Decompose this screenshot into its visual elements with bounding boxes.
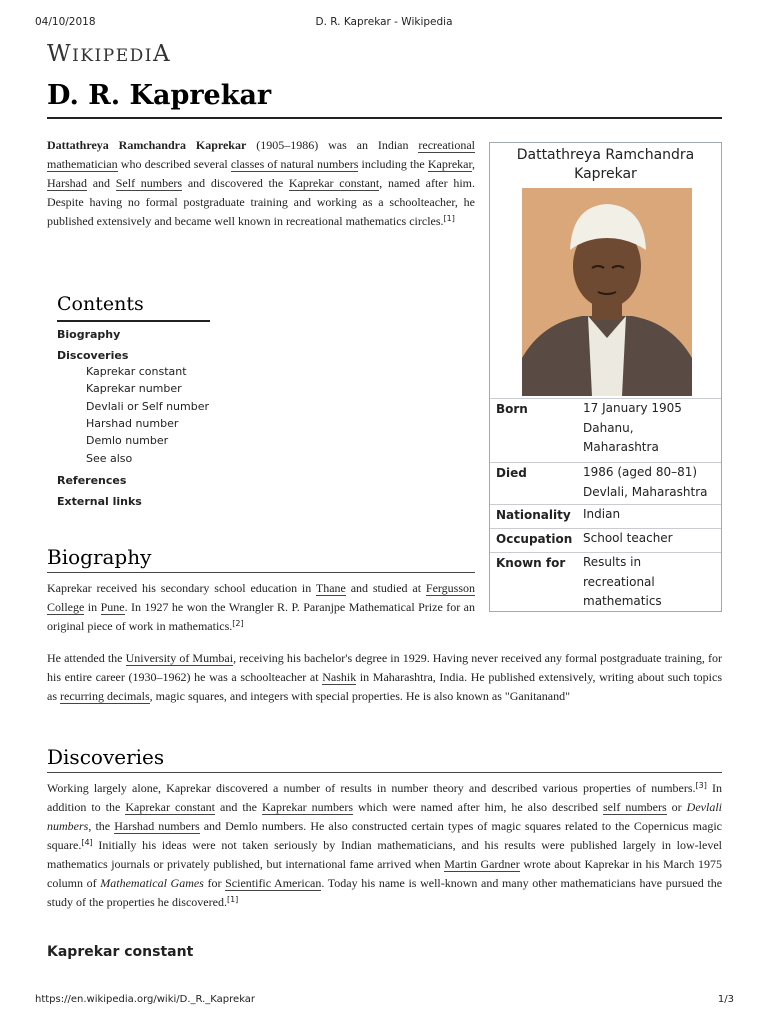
toc-item-kaprekar-number[interactable]: Kaprekar number [86, 382, 182, 395]
link-fergusson-college[interactable]: Fergusson College [47, 581, 476, 614]
link-kaprekar[interactable]: Kaprekar [427, 157, 473, 171]
infobox-title: Dattathreya Ramchandra Kaprekar [516, 147, 695, 182]
heading-discoveries: Discoveries [47, 745, 165, 769]
infobox [489, 142, 722, 612]
link-recurring-decimals[interactable]: recurring decimals [60, 689, 150, 703]
link-kaprekar-constant[interactable]: Kaprekar constant [288, 176, 380, 190]
infobox-value-line: mathematics [583, 594, 662, 608]
infobox-value-line: Devlali, Maharashtra [583, 484, 708, 499]
link-recreational-mathematician[interactable]: recreational mathematician [47, 138, 475, 171]
link-kaprekar-constant-2[interactable]: Kaprekar constant [125, 800, 215, 814]
toc-item-devlali-or-self-number[interactable]: Devlali or Self number [86, 400, 210, 413]
print-url: https://en.wikipedia.org/wiki/D._R._Kaprekar [35, 994, 256, 1005]
toc-item-references[interactable]: References [57, 474, 127, 487]
discoveries-paragraph: Working largely alone, Kaprekar discovered a number of results in number theory and described various properties of numbers.[3] In addition to the Kaprekar constant and the Kaprekar numbers which were named after him, he also described self numbers or Devlali numbers, the Harshad numbers and Demlo numbers. He also constructed certain types of magic squares related to the Copernicus magic square.[4] Initially his ideas were not taken seriously by Indian mathematicians, and his results were published largely in low-level mathematics journals or privately published, but international fame arrived when Martin Gardner wrote about Kaprekar in his March 1975 column of Mathematical Games for Scientific American. Today his name is well-known and many other mathematicians have pursued the study of the properties he discovered.[1] [47, 781, 723, 909]
title-divider [47, 117, 722, 119]
toc-item-see-also[interactable]: See also [86, 452, 133, 465]
biography-paragraph-1: Kaprekar received his secondary school education in Thane and studied at Fergusson College in Pune. In 1927 he won the Wrangler R. P. Paranjpe Mathematical Prize for an original piece of work in mathematics.[2] [47, 581, 476, 633]
toc-item-demlo-number[interactable]: Demlo number [86, 434, 169, 447]
reference-2[interactable]: [2] [232, 619, 244, 628]
intro-paragraph: Dattathreya Ramchandra Kaprekar (1905–1986) was an Indian recreational mathematician who described several classes of natural numbers including the Kaprekar, Harshad and Self numbers and discovered the Kaprekar constant, named after him. Despite having no formal postgraduate training and working as a schoolteacher, he published extensively and became well known in recreational mathematics circles.[1] [47, 138, 476, 228]
link-classes-of-natural-numbers[interactable]: classes of natural numbers [230, 157, 359, 171]
infobox-value-line: Dahanu, [583, 420, 634, 435]
infobox-value-line: 17 January 1905 [583, 401, 682, 415]
print-date: 04/10/2018 [35, 16, 96, 28]
reference-1-b[interactable]: [1] [226, 895, 239, 904]
biography-paragraph-2: He attended the University of Mumbai, receiving his bachelor's degree in 1929. Having never received any formal postgraduate training, for his entire career (1930–1962) he was a schoolteacher at Nashik in Maharashtra, India. He published extensively, writing about such topics as recurring decimals, magic squares, and integers with special properties. He is also known as "Ganitanand" [47, 651, 722, 703]
link-harshad[interactable]: Harshad [47, 176, 87, 190]
infobox-value-line: 1986 (aged 80–81) [583, 465, 698, 479]
infobox-label: Known for [496, 556, 566, 570]
biography-divider [47, 572, 475, 573]
reference-4[interactable]: [4] [81, 838, 93, 847]
portrait-drawing [522, 188, 692, 396]
toc-item-kaprekar-constant[interactable]: Kaprekar constant [86, 365, 187, 378]
link-pune[interactable]: Pune [100, 600, 125, 614]
infobox-row-nationality [490, 504, 721, 528]
toc-item-harshad-number[interactable]: Harshad number [86, 417, 179, 430]
toc-title: Contents [57, 293, 144, 315]
print-footer [0, 994, 768, 1008]
reference-1[interactable]: [1] [443, 214, 455, 223]
infobox-value [583, 463, 708, 502]
wikipedia-logo[interactable]: WIKIPEDIA [47, 41, 172, 67]
toc-item-discoveries[interactable]: Discoveries [57, 349, 129, 362]
infobox-value-line: School teacher [583, 531, 673, 545]
link-self-numbers-2[interactable]: self numbers [602, 800, 667, 814]
heading-biography: Biography [47, 545, 152, 569]
infobox-value [583, 399, 682, 458]
link-kaprekar-numbers[interactable]: Kaprekar numbers [262, 800, 353, 814]
infobox-value-line: Results in [583, 555, 642, 569]
portrait-image[interactable] [522, 188, 692, 396]
print-page-title: D. R. Kaprekar - Wikipedia [315, 16, 453, 28]
infobox-value-line: recreational [583, 574, 655, 589]
infobox-row-died [490, 462, 721, 504]
link-thane[interactable]: Thane [315, 581, 346, 595]
link-nashik[interactable]: Nashik [322, 670, 357, 684]
toc-item-biography[interactable]: Biography [57, 328, 121, 341]
infobox-label: Died [496, 466, 527, 480]
infobox-row-occupation [490, 528, 721, 552]
infobox-label: Nationality [496, 508, 571, 522]
link-university-of-mumbai[interactable]: University of Mumbai [125, 651, 234, 665]
link-scientific-american[interactable]: Scientific American [225, 876, 322, 890]
toc-divider [57, 320, 210, 322]
infobox-value [583, 505, 620, 525]
print-page-number: 1/3 [717, 994, 734, 1005]
infobox-row-born [490, 398, 721, 462]
discoveries-divider [47, 772, 722, 773]
infobox-value-line: Indian [583, 507, 621, 521]
heading-kaprekar-constant: Kaprekar constant [47, 944, 194, 960]
infobox-value [583, 553, 662, 612]
infobox-row-known-for [490, 552, 721, 612]
infobox-label: Born [496, 402, 528, 416]
infobox-value [583, 529, 673, 549]
link-harshad-numbers[interactable]: Harshad numbers [114, 819, 200, 833]
infobox-label: Occupation [496, 532, 573, 546]
page-title: D. R. Kaprekar [47, 80, 272, 111]
link-martin-gardner[interactable]: Martin Gardner [444, 857, 520, 871]
infobox-value-line: Maharashtra [583, 440, 659, 454]
print-header [0, 16, 768, 30]
reference-3[interactable]: [3] [695, 781, 707, 790]
link-self-numbers[interactable]: Self numbers [115, 176, 183, 190]
toc-item-external-links[interactable]: External links [57, 495, 142, 508]
